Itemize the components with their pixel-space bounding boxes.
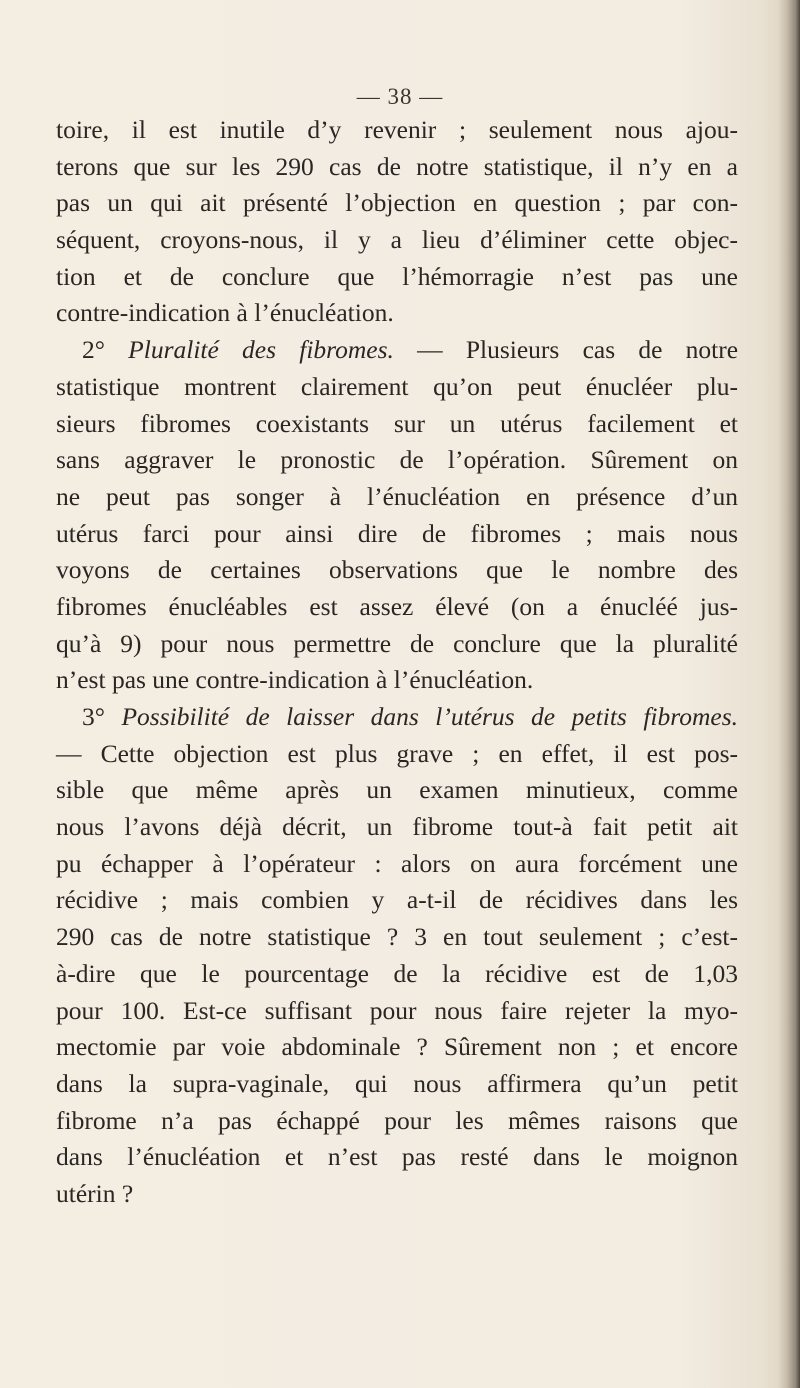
text-line xyxy=(56,699,738,736)
text-line: récidive ; mais combien y a-t-il de récidives dans les xyxy=(56,885,738,915)
text-line: ne peut pas songer à l’énucléation en présence d’un xyxy=(56,481,738,511)
text-line: pas un qui ait présenté l’objection en question ; par con- xyxy=(56,188,738,218)
text-line: qu’à 9) pour nous permettre de conclure que la pluralité xyxy=(56,628,738,658)
section-number: 2° xyxy=(82,335,129,365)
text-line: utérus farci pour ainsi dire de fibromes ; mais nous xyxy=(56,518,738,548)
text-line xyxy=(56,332,738,369)
text-line: fibrome n’a pas échappé pour les mêmes raisons que xyxy=(56,1105,738,1135)
section-heading: Possibilité de laisser dans l’utérus de petits fibromes. xyxy=(121,702,739,731)
body-text xyxy=(56,112,738,1213)
text-line: dans la supra-vaginale, qui nous affirmera qu’un petit xyxy=(56,1068,738,1098)
text-line: toire, il est inutile d’y revenir ; seulement nous ajou- xyxy=(56,115,738,144)
text-line: à-dire que le pourcentage de la récidive est de 1,03 xyxy=(56,958,738,988)
text-line: pour 100. Est-ce suffisant pour nous faire rejeter la myo- xyxy=(56,995,738,1025)
section-number: 3° xyxy=(82,702,122,731)
text-line: sible que même après un examen minutieux, comme xyxy=(56,775,738,805)
text-line: mectomie par voie abdominale ? Sûrement non ; et encore xyxy=(56,1032,738,1062)
text-line: — Cette objection est plus grave ; en effet, il est pos- xyxy=(56,738,738,768)
page-edge-shadow xyxy=(778,0,800,1388)
text-line: n’est pas une contre-indication à l’énucléation. xyxy=(56,665,534,695)
text-line: terons que sur les 290 cas de notre statistique, il n’y en a xyxy=(56,151,738,181)
text-line: contre-indication à l’énucléation. xyxy=(56,298,394,328)
text-line: statistique montrent clairement qu’on peut énucléer plu- xyxy=(56,371,738,401)
text-line: pu échapper à l’opérateur : alors on aura forcément une xyxy=(56,848,738,878)
text-line: 290 cas de notre statistique ? 3 en tout seulement ; c’est- xyxy=(56,922,738,952)
text-line: fibromes énucléables est assez élevé (on a énucléé jus- xyxy=(56,591,738,621)
text-line: voyons de certaines observations que le nombre des xyxy=(56,555,738,585)
text-line: utérin ? xyxy=(56,1178,134,1208)
text-line: sieurs fibromes coexistants sur un utérus facilement et xyxy=(56,408,738,438)
section-heading: Pluralité des fibromes. xyxy=(128,335,394,365)
text-line: nous l’avons déjà décrit, un fibrome tout-à fait petit ait xyxy=(56,812,738,842)
text-line: séquent, croyons-nous, il y a lieu d’éliminer cette objec- xyxy=(56,225,738,255)
section-text: — Plusieurs cas de notre xyxy=(393,335,739,365)
text-line: sans aggraver le pronostic de l’opération. Sûrement on xyxy=(56,445,738,475)
text-line: tion et de conclure que l’hémorragie n’est pas une xyxy=(56,261,738,291)
page-number: — 38 — xyxy=(356,84,444,109)
text-line: dans l’énucléation et n’est pas resté dans le moignon xyxy=(56,1142,738,1172)
